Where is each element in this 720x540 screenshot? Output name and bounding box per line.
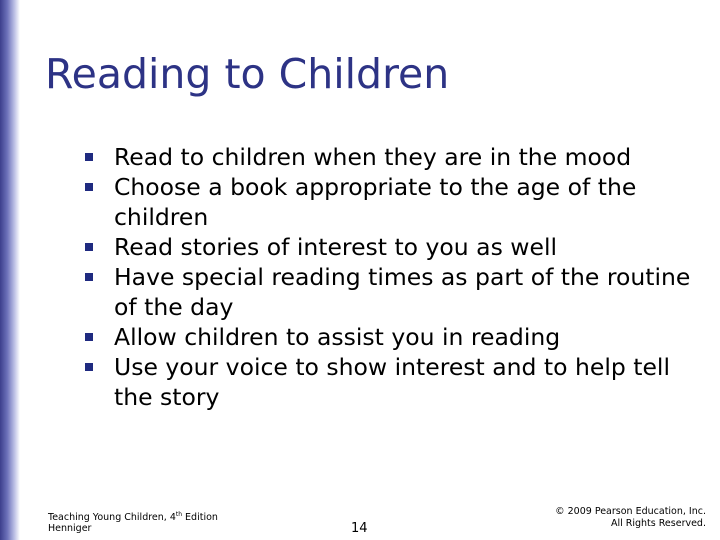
rights-line: All Rights Reserved. <box>610 518 706 529</box>
bullet-list <box>85 142 705 412</box>
side-gradient-bar <box>0 0 20 540</box>
bullet-item <box>85 142 705 172</box>
square-bullet-icon <box>85 153 93 161</box>
bullet-item <box>85 352 705 412</box>
footer-copyright <box>555 506 706 530</box>
square-bullet-icon <box>85 243 93 251</box>
bullet-item <box>85 172 705 232</box>
bullet-text: Allow children to assist you in reading <box>114 323 561 351</box>
square-bullet-icon <box>85 183 93 191</box>
bullet-item <box>85 262 705 322</box>
bullet-text: Use your voice to show interest and to help tell the story <box>114 353 670 411</box>
copyright-line: © 2009 Pearson Education, Inc. <box>555 506 706 517</box>
bullet-item <box>85 322 705 352</box>
bullet-text: Have special reading times as part of the routine of the day <box>114 263 691 321</box>
square-bullet-icon <box>85 273 93 281</box>
page-number: 14 <box>351 521 368 536</box>
footer-book-credit <box>48 509 218 534</box>
bullet-text: Choose a book appropriate to the age of the children <box>114 173 637 231</box>
slide-title: Reading to Children <box>45 50 450 98</box>
footer-author: Henniger <box>48 523 92 535</box>
square-bullet-icon <box>85 333 93 341</box>
bullet-item <box>85 232 705 262</box>
bullet-text: Read to children when they are in the mood <box>114 143 632 171</box>
footer-book-title: Teaching Young Children, 4th Edition <box>48 511 218 524</box>
square-bullet-icon <box>85 363 93 371</box>
bullet-text: Read stories of interest to you as well <box>114 233 558 261</box>
